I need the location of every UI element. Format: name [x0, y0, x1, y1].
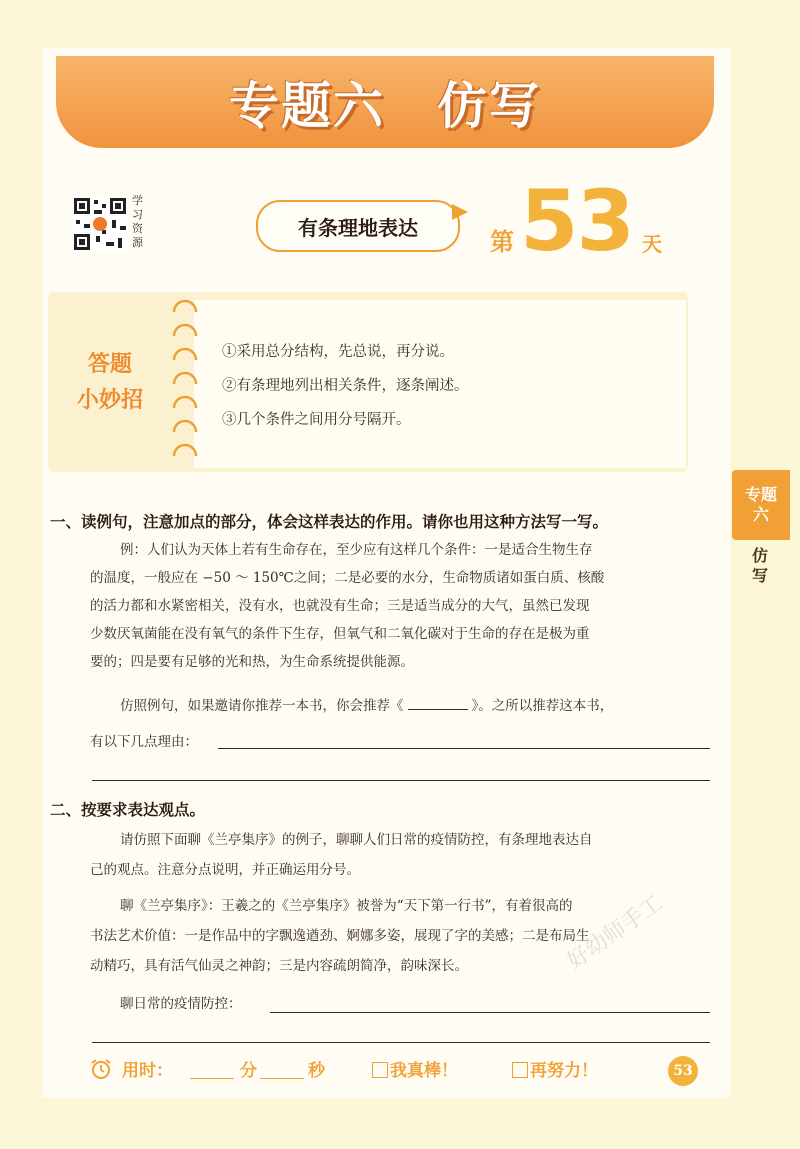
example-line: 的活力都和水紧密相关，没有水，也就没有生命；三是适当成分的大气，虽然已发现 — [90, 598, 590, 614]
page-title: 专题六 仿写 — [229, 77, 541, 135]
minute-label: 分 — [240, 1061, 257, 1081]
instruction-line: 己的观点。注意分点说明，并正确运用分号。 — [90, 862, 360, 878]
page-number: 53 — [668, 1056, 698, 1086]
tip-item: ①采用总分结构，先总说，再分说。 — [222, 344, 454, 360]
great-checkbox[interactable] — [372, 1062, 388, 1078]
example-line: 要的；四是要有足够的光和热，为生命系统提供能源。 — [90, 654, 414, 670]
binder-rings-icon — [170, 298, 200, 468]
time-label: 用时： — [122, 1061, 173, 1081]
example-line: 书法艺术价值：一是作品中的字飘逸遒劲、婀娜多姿，展现了字的美感；二是布局生 — [90, 928, 590, 944]
great-label: 我真棒！ — [390, 1061, 458, 1081]
seconds-blank[interactable] — [260, 1078, 304, 1079]
answer-line[interactable] — [218, 748, 710, 749]
watermark: 好幼师手工 — [562, 890, 668, 975]
answer-line[interactable] — [270, 1012, 710, 1013]
tip-item: ③几个条件之间用分号隔开。 — [222, 412, 411, 428]
example-line: 聊《兰亭集序》：王羲之的《兰亭集序》被誉为“天下第一行书”，有着很高的 — [120, 898, 573, 914]
minutes-blank[interactable] — [190, 1078, 234, 1079]
title-banner — [56, 56, 714, 148]
qr-label: 学习资源 — [132, 194, 143, 249]
bubble-tail — [452, 204, 468, 220]
tips-heading: 答题 小妙招 — [76, 351, 143, 413]
topic-bubble: 有条理地表达 — [256, 200, 460, 252]
try-harder-checkbox[interactable] — [512, 1062, 528, 1078]
example-line: 动精巧，具有活气仙灵之神韵；三是内容疏朗简净，韵味深长。 — [90, 958, 468, 974]
book-answer-blank[interactable] — [408, 709, 468, 710]
day-prefix: 第 — [490, 227, 514, 256]
example-line: 的温度，一般应在 −50 ～ 150℃之间；二是必要的水分，生命物质诸如蛋白质、核酸 — [90, 570, 605, 586]
second-label: 秒 — [308, 1061, 325, 1081]
prompt-line: 仿照例句，如果邀请你推荐一本书，你会推荐《 》。之所以推荐这本书， — [120, 698, 614, 714]
day-number: 53 — [520, 172, 633, 270]
answer-line[interactable] — [92, 780, 710, 781]
example-line: 少数厌氧菌能在没有氧气的条件下生存，但氧气和二氧化碳对于生命的存在是极为重 — [90, 626, 590, 642]
section1-title: 一、读例句，注意加点的部分，体会这样表达的作用。请你也用这种方法写一写。 — [50, 513, 609, 531]
side-label: 仿写 — [752, 546, 769, 585]
qr-code-icon — [72, 196, 128, 252]
try-harder-label: 再努力！ — [530, 1061, 598, 1081]
day-suffix: 天 — [642, 232, 662, 256]
instruction-line: 请仿照下面聊《兰亭集序》的例子，聊聊人们日常的疫情防控，有条理地表达自 — [120, 832, 593, 848]
prompt-line: 聊日常的疫情防控： — [120, 996, 242, 1012]
example-line: 例：人们认为天体上若有生命存在，至少应有这样几个条件：一是适合生物生存 — [120, 542, 593, 558]
section2-title: 二、按要求表达观点。 — [50, 801, 206, 819]
side-tab: 专题 六 — [732, 470, 790, 540]
footer-bar — [90, 1056, 710, 1086]
answer-line[interactable] — [92, 1042, 710, 1043]
tip-item: ②有条理地列出相关条件，逐条阐述。 — [222, 378, 469, 394]
prompt-line: 有以下几点理由： — [90, 734, 198, 750]
alarm-clock-icon — [90, 1058, 112, 1080]
